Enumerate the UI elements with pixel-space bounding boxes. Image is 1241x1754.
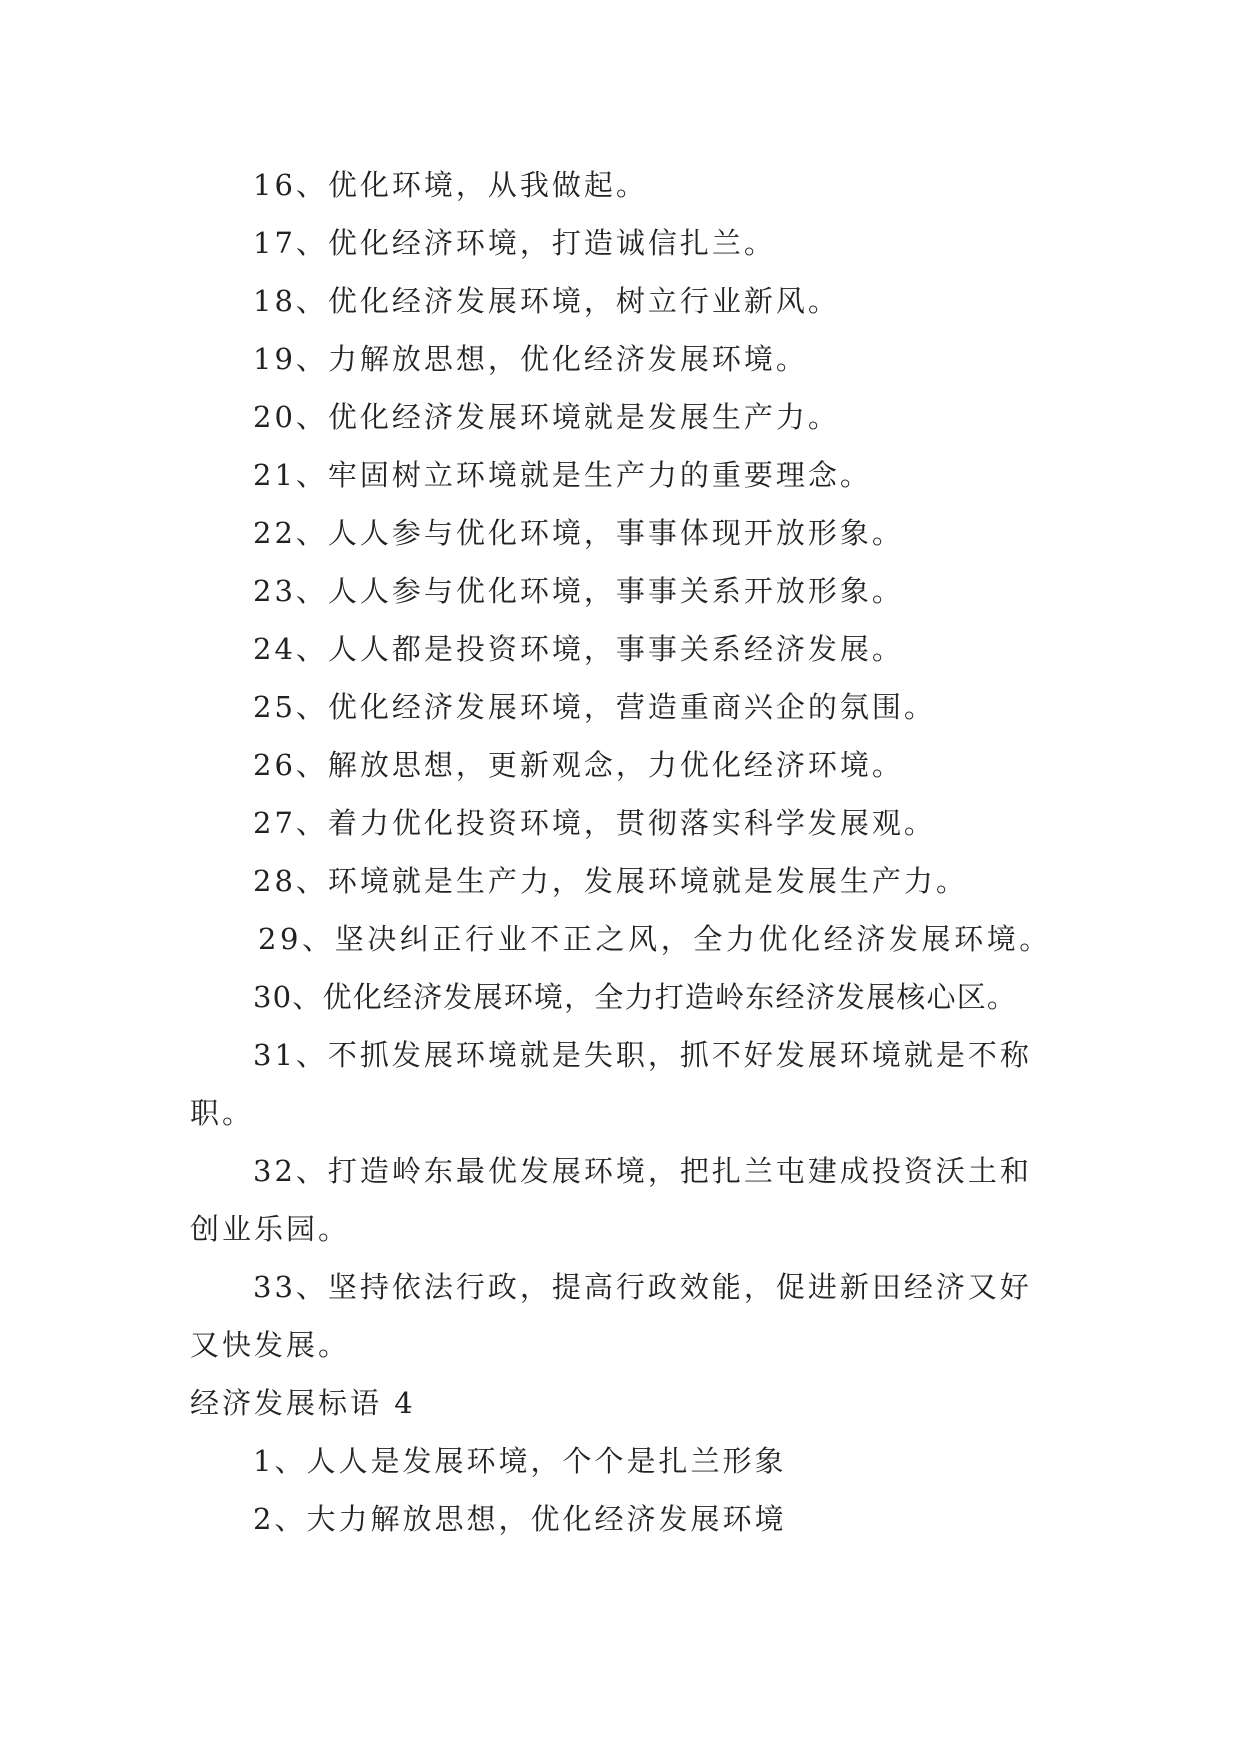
- section-slogan-2: 2、大力解放思想，优化经济发展环境: [253, 1502, 787, 1536]
- slogan-28: 28、环境就是生产力，发展环境就是发展生产力。: [253, 864, 968, 898]
- slogan-33: 33、坚持依法行政，提高行政效能，促进新田经济又好: [253, 1270, 1032, 1304]
- slogan-19: 19、力解放思想，优化经济发展环境。: [253, 342, 808, 376]
- slogan-21: 21、牢固树立环境就是生产力的重要理念。: [253, 458, 872, 492]
- slogan-20: 20、优化经济发展环境就是发展生产力。: [253, 400, 840, 434]
- slogan-29: 29、坚决纠正行业不正之风，全力优化经济发展环境。: [258, 922, 1052, 956]
- slogan-27: 27、着力优化投资环境，贯彻落实科学发展观。: [253, 806, 936, 840]
- section-heading: 经济发展标语 4: [190, 1386, 416, 1420]
- slogan-16: 16、优化环境，从我做起。: [253, 168, 648, 202]
- slogan-23: 23、人人参与优化环境，事事关系开放形象。: [253, 574, 904, 608]
- slogan-30: 30、优化经济发展环境，全力打造岭东经济发展核心区。: [253, 980, 1018, 1014]
- slogan-32: 32、打造岭东最优发展环境，把扎兰屯建成投资沃土和: [253, 1154, 1032, 1188]
- slogan-32-continued: 创业乐园。: [190, 1212, 351, 1246]
- slogan-31: 31、不抓发展环境就是失职，抓不好发展环境就是不称: [253, 1038, 1032, 1072]
- slogan-18: 18、优化经济发展环境，树立行业新风。: [253, 284, 840, 318]
- section-slogan-1: 1、人人是发展环境，个个是扎兰形象: [253, 1444, 787, 1478]
- slogan-24: 24、人人都是投资环境，事事关系经济发展。: [253, 632, 904, 666]
- slogan-22: 22、人人参与优化环境，事事体现开放形象。: [253, 516, 904, 550]
- slogan-17: 17、优化经济环境，打造诚信扎兰。: [253, 226, 776, 260]
- slogan-31-continued: 职。: [190, 1096, 255, 1130]
- slogan-25: 25、优化经济发展环境，营造重商兴企的氛围。: [253, 690, 936, 724]
- slogan-33-continued: 又快发展。: [190, 1328, 351, 1362]
- slogan-26: 26、解放思想，更新观念，力优化经济环境。: [253, 748, 904, 782]
